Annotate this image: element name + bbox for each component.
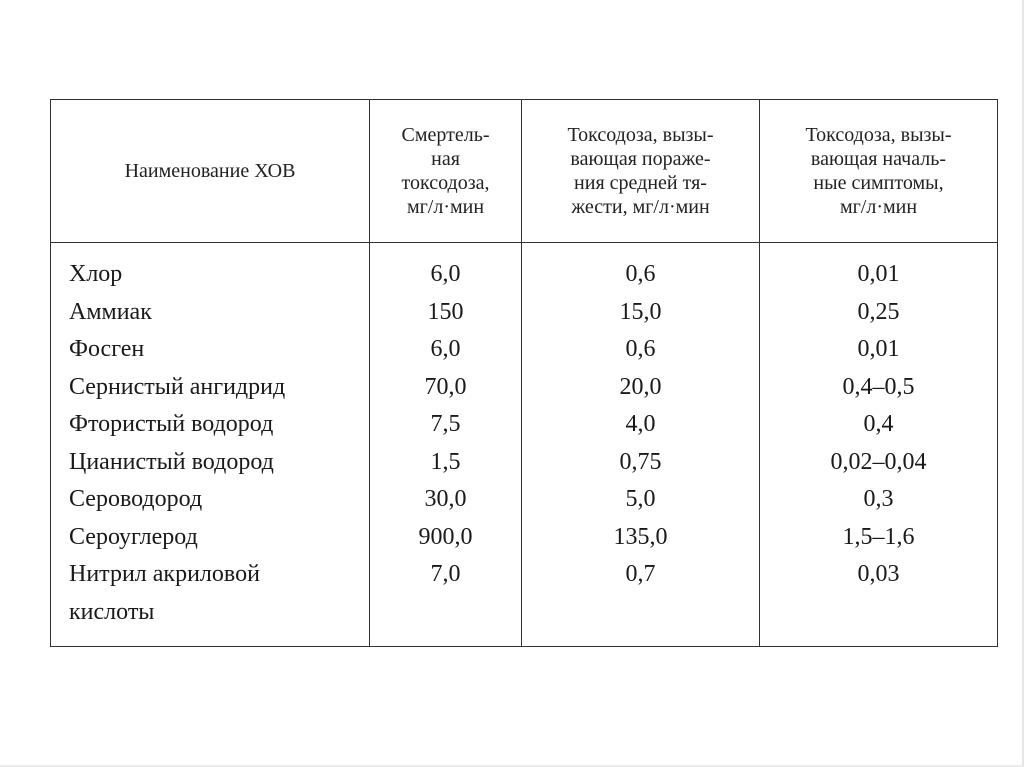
table-cell-moderate: 5,0 — [625, 486, 656, 512]
table-cell-lethal: 7,0 — [430, 561, 461, 587]
table-cell-initial: 0,25 — [857, 298, 900, 325]
header-substance-name: Наименование ХОВ — [51, 100, 370, 243]
table-cell-moderate: 15,0 — [619, 298, 662, 325]
table-cell-initial: 0,4 — [863, 411, 894, 437]
table-cell-lethal: 900,0 — [418, 523, 473, 550]
table-cell-lethal: 150 — [427, 298, 464, 325]
table-cell-moderate: 0,7 — [625, 561, 656, 587]
table-cell-initial: 0,3 — [863, 486, 894, 512]
table-cell-lethal: 30,0 — [424, 486, 467, 512]
table-header-row — [51, 100, 998, 243]
table-cell-moderate: 0,6 — [625, 261, 656, 287]
substance-names — [51, 243, 370, 647]
table-cell-name: Аммиак — [69, 298, 152, 325]
header-initial-toxodose: Токсодоза, вызы- вающая началь- ные симптомы, мг/л·мин — [760, 100, 998, 243]
table-cell-name: Нитрил акриловой кислоты — [69, 561, 260, 625]
table-cell-initial: 0,4–0,5 — [842, 373, 915, 400]
table-cell-initial: 0,02–0,04 — [830, 448, 927, 475]
table-cell-name: Фосген — [69, 336, 145, 362]
table-cell-initial: 0,01 — [857, 336, 900, 362]
table-cell-name: Цианистый водород — [69, 448, 274, 475]
table-body-row — [51, 243, 998, 647]
header-moderate-toxodose: Токсодоза, вызы- вающая пораже- ния средней тя- жести, мг/л·мин — [522, 100, 760, 243]
table-cell-name: Фтористый водород — [69, 411, 274, 437]
table-cell-name: Сероводород — [69, 486, 203, 512]
table-cell-lethal: 7,5 — [430, 411, 461, 437]
table-cell-lethal: 70,0 — [424, 373, 467, 400]
table-cell-name: Сернистый ангидрид — [69, 373, 286, 400]
table-cell-moderate: 20,0 — [619, 373, 662, 400]
table-cell-initial: 0,03 — [857, 561, 900, 587]
table-cell-lethal: 6,0 — [430, 336, 461, 362]
lethal-values — [370, 243, 522, 647]
table-cell-lethal: 6,0 — [430, 261, 461, 287]
table-cell-moderate: 0,75 — [619, 448, 662, 475]
table-cell-moderate: 0,6 — [625, 336, 656, 362]
moderate-values — [522, 243, 760, 647]
table-cell-moderate: 4,0 — [625, 411, 656, 437]
header-lethal-toxodose: Смертель- ная токсодоза, мг/л·мин — [370, 100, 522, 243]
initial-values — [760, 243, 998, 647]
toxicity-table — [50, 99, 998, 647]
table-cell-moderate: 135,0 — [613, 523, 668, 550]
table-cell-name: Хлор — [69, 261, 123, 287]
table-cell-lethal: 1,5 — [430, 448, 461, 475]
table-cell-name: Сероуглерод — [69, 523, 198, 550]
table-cell-initial: 1,5–1,6 — [842, 523, 915, 550]
table-cell-initial: 0,01 — [857, 261, 900, 287]
